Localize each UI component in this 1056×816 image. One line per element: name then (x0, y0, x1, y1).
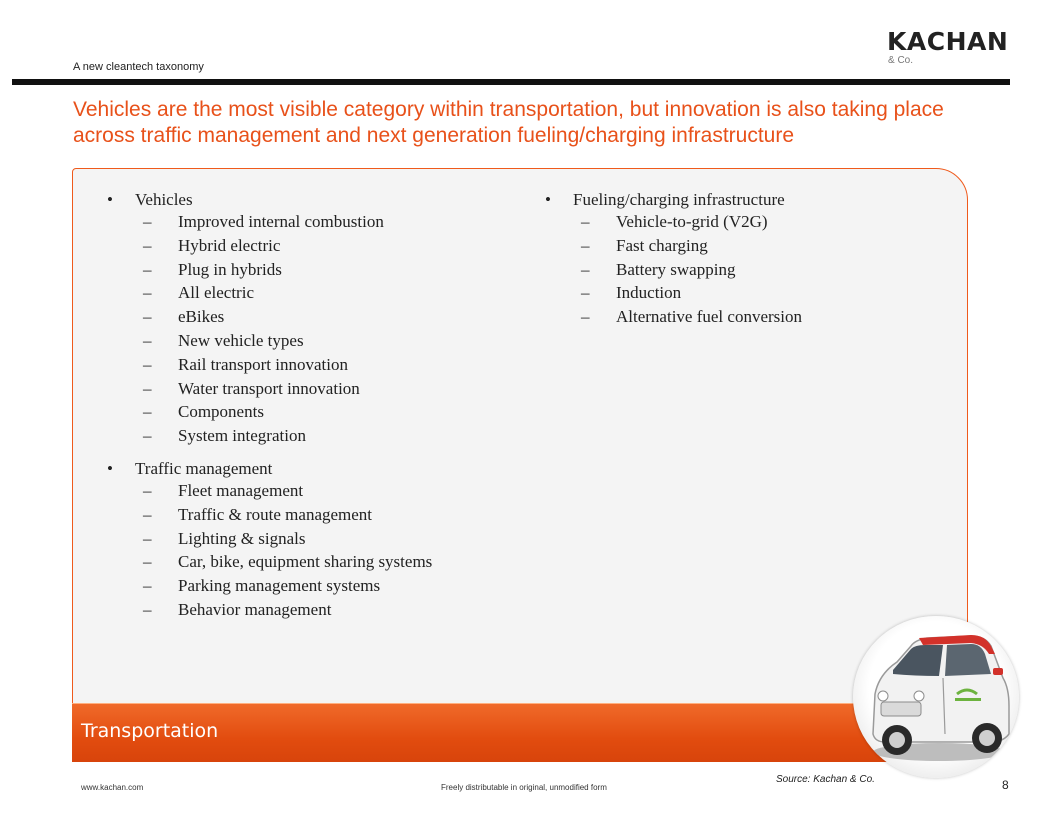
list-item-text: Fleet management (178, 480, 304, 500)
list-item (543, 307, 802, 331)
list-item-text: Parking management systems (178, 576, 381, 596)
dash-icon: – (143, 307, 152, 327)
dash-icon: – (143, 552, 152, 572)
list-item-text: Behavior management (178, 599, 332, 619)
list-item (105, 402, 432, 426)
list-item-text: Car, bike, equipment sharing systems (178, 552, 433, 572)
page-number: 8 (1002, 778, 1009, 792)
bullet-heading: Fueling/charging infrastructure (573, 190, 785, 209)
dash-icon: – (143, 426, 152, 446)
dash-icon: – (143, 354, 152, 374)
list-item-text: Components (178, 402, 264, 422)
dash-icon: – (143, 235, 152, 255)
logo-sub: & Co. (888, 55, 914, 66)
list-item (105, 529, 432, 553)
list-item (105, 552, 432, 576)
electric-car-image (853, 616, 1019, 778)
list-item (105, 426, 432, 450)
dash-icon: – (143, 378, 152, 398)
footer-distribution-note: Freely distributable in original, unmodified form (441, 783, 607, 792)
dash-icon: – (581, 235, 590, 255)
list-item (105, 600, 432, 624)
list-item (105, 505, 432, 529)
list-item-text: Improved internal combustion (178, 212, 384, 231)
right-column (543, 190, 802, 340)
list-item (543, 212, 802, 236)
car-illustration (853, 616, 1019, 778)
list-item (105, 331, 432, 355)
dash-icon: – (143, 576, 152, 596)
dash-icon: – (143, 259, 152, 279)
bullet-group (105, 190, 432, 450)
bullet-heading-row (543, 190, 802, 212)
list-item (543, 283, 802, 307)
dash-icon: – (581, 307, 590, 327)
dash-icon: – (143, 402, 152, 422)
list-item-text: Hybrid electric (178, 235, 281, 255)
list-item (105, 212, 432, 236)
list-item (105, 576, 432, 600)
dash-icon: – (581, 283, 590, 303)
bullet-heading: Traffic management (135, 458, 273, 478)
dash-icon: – (143, 330, 152, 350)
dash-icon: – (143, 480, 152, 500)
list-item-text: Fast charging (616, 235, 708, 255)
slide-title: Vehicles are the most visible category within transportation, but innovation is also taking place across traffic management and next generation fueling/charging infrastructure (73, 98, 944, 147)
dash-icon: – (143, 599, 152, 619)
list-item (105, 481, 432, 505)
dash-icon: – (143, 212, 152, 231)
category-label: Transportation (81, 720, 219, 742)
list-item-text: All electric (178, 283, 254, 303)
list-item-text: Lighting & signals (178, 528, 306, 548)
list-item-text: Water transport innovation (178, 378, 360, 398)
list-item-text: Battery swapping (616, 259, 736, 279)
list-item (105, 236, 432, 260)
dash-icon: – (143, 528, 152, 548)
dash-icon: – (581, 259, 590, 279)
bullet-icon: • (107, 458, 113, 478)
bullet-group (543, 190, 802, 331)
list-item-text: Traffic & route management (178, 504, 373, 524)
list-item-text: Plug in hybrids (178, 259, 282, 279)
list-item-text: Vehicle-to-grid (V2G) (616, 212, 768, 231)
list-item-text: eBikes (178, 307, 225, 327)
bullet-group (105, 459, 432, 624)
bullet-heading-row (105, 190, 432, 212)
list-item-text: Alternative fuel conversion (616, 307, 802, 327)
list-item (543, 260, 802, 284)
list-item (105, 379, 432, 403)
list-item-text: Rail transport innovation (178, 354, 348, 374)
header-rule (12, 79, 1010, 85)
list-item (105, 355, 432, 379)
bullet-heading: Vehicles (135, 190, 193, 209)
bullet-icon: • (107, 190, 113, 209)
kachan-logo (887, 28, 1007, 68)
source-note: Source: Kachan & Co. (776, 774, 875, 785)
list-item (105, 283, 432, 307)
deck-subtitle: A new cleantech taxonomy (73, 61, 204, 73)
bullet-icon: • (545, 190, 551, 209)
list-item-text: New vehicle types (178, 330, 304, 350)
logo-wordmark: KACHAN (887, 27, 1009, 56)
list-item (543, 236, 802, 260)
dash-icon: – (143, 283, 152, 303)
dash-icon: – (143, 504, 152, 524)
dash-icon: – (581, 212, 590, 231)
left-column (105, 190, 432, 633)
list-item-text: Induction (616, 283, 682, 303)
list-item (105, 307, 432, 331)
footer-website-link[interactable]: www.kachan.com (81, 783, 144, 792)
bullet-heading-row (105, 459, 432, 481)
list-item (105, 260, 432, 284)
list-item-text: System integration (178, 426, 306, 446)
